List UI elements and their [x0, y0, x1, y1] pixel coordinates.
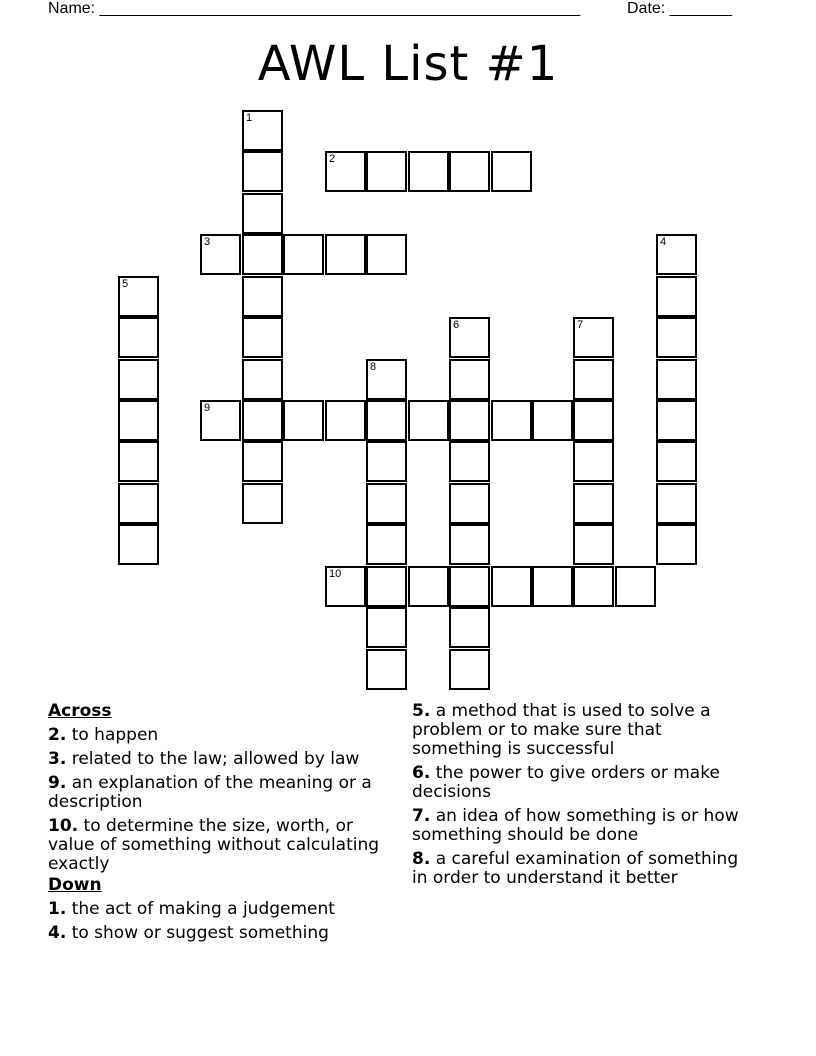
- crossword-cell[interactable]: [573, 483, 614, 524]
- crossword-cell[interactable]: [449, 566, 490, 607]
- crossword-cell[interactable]: [449, 151, 490, 192]
- crossword-cell[interactable]: [366, 524, 407, 565]
- clue-number: 9.: [48, 773, 67, 793]
- crossword-cell[interactable]: [656, 359, 697, 400]
- crossword-cell[interactable]: [118, 400, 159, 441]
- crossword-cell[interactable]: [366, 400, 407, 441]
- crossword-cell[interactable]: [242, 110, 283, 151]
- crossword-cell[interactable]: [366, 483, 407, 524]
- crossword-cell[interactable]: [366, 649, 407, 690]
- clue-number: 7.: [412, 806, 431, 826]
- crossword-cell[interactable]: [366, 607, 407, 648]
- clue-across-3: [48, 750, 400, 769]
- crossword-cell[interactable]: [118, 441, 159, 482]
- clue-text: an idea of how something is or how something should be done: [412, 806, 739, 845]
- crossword-cell[interactable]: [449, 524, 490, 565]
- crossword-cell[interactable]: [242, 276, 283, 317]
- cell-number: 2: [329, 153, 336, 165]
- crossword-cell[interactable]: [573, 441, 614, 482]
- crossword-cell[interactable]: [449, 483, 490, 524]
- crossword-cell[interactable]: [573, 524, 614, 565]
- clue-text: a careful examination of something in order to understand it better: [412, 849, 739, 888]
- crossword-cell[interactable]: [656, 524, 697, 565]
- crossword-cell[interactable]: [200, 400, 241, 441]
- crossword-cell[interactable]: [242, 193, 283, 234]
- clue-across-2: [48, 726, 400, 745]
- page-title: AWL List #1: [257, 36, 559, 92]
- clue-number: 5.: [412, 701, 431, 721]
- clue-across-9: [48, 774, 400, 812]
- clue-down-8: [412, 850, 752, 888]
- clue-number: 4.: [48, 923, 67, 943]
- crossword-cell[interactable]: [491, 400, 532, 441]
- crossword-cell[interactable]: [366, 151, 407, 192]
- crossword-cell[interactable]: [242, 317, 283, 358]
- crossword-cell[interactable]: [366, 441, 407, 482]
- crossword-cell[interactable]: [449, 607, 490, 648]
- clue-text: related to the law; allowed by law: [66, 749, 360, 769]
- clue-number: 8.: [412, 849, 431, 869]
- clues-left-column: [48, 702, 400, 948]
- clue-text: to happen: [66, 725, 159, 745]
- clue-text: the power to give orders or make decisions: [412, 763, 720, 802]
- clue-down-1: [48, 900, 400, 919]
- clue-number: 3.: [48, 749, 67, 769]
- cell-number: 10: [329, 568, 342, 580]
- crossword-cell[interactable]: [325, 566, 366, 607]
- crossword-cell[interactable]: [449, 317, 490, 358]
- crossword-cell[interactable]: [615, 566, 656, 607]
- crossword-cell[interactable]: [656, 276, 697, 317]
- cell-number: 7: [577, 319, 584, 331]
- clue-text: to show or suggest something: [66, 923, 329, 943]
- crossword-cell[interactable]: [656, 317, 697, 358]
- crossword-cell[interactable]: [118, 483, 159, 524]
- crossword-cell[interactable]: [656, 234, 697, 275]
- crossword-cell[interactable]: [118, 359, 159, 400]
- crossword-cell[interactable]: [491, 151, 532, 192]
- cell-number: 9: [204, 402, 211, 414]
- crossword-cell[interactable]: [408, 566, 449, 607]
- crossword-cell[interactable]: [532, 400, 573, 441]
- crossword-cell[interactable]: [573, 400, 614, 441]
- cell-number: 6: [453, 319, 460, 331]
- clue-text: an explanation of the meaning or a description: [48, 773, 372, 812]
- clue-down-6: [412, 764, 752, 802]
- cell-number: 5: [122, 278, 129, 290]
- crossword-cell[interactable]: [325, 234, 366, 275]
- crossword-cell[interactable]: [118, 276, 159, 317]
- crossword-cell[interactable]: [242, 483, 283, 524]
- clue-number: 6.: [412, 763, 431, 783]
- cell-number: 4: [660, 236, 667, 248]
- clue-across-10: [48, 817, 400, 874]
- crossword-cell[interactable]: [408, 400, 449, 441]
- clue-number: 1.: [48, 899, 67, 919]
- crossword-cell[interactable]: [408, 151, 449, 192]
- crossword-cell[interactable]: [242, 234, 283, 275]
- crossword-cell[interactable]: [118, 524, 159, 565]
- crossword-cell[interactable]: [242, 359, 283, 400]
- crossword-cell[interactable]: [449, 359, 490, 400]
- crossword-cell[interactable]: [656, 400, 697, 441]
- crossword-cell[interactable]: [532, 566, 573, 607]
- clue-number: 2.: [48, 725, 67, 745]
- crossword-cell[interactable]: [325, 151, 366, 192]
- crossword-cell[interactable]: [242, 400, 283, 441]
- clue-down-7: [412, 807, 752, 845]
- crossword-cell[interactable]: [242, 441, 283, 482]
- crossword-cell[interactable]: [366, 566, 407, 607]
- crossword-cell[interactable]: [573, 359, 614, 400]
- crossword-cell[interactable]: [656, 441, 697, 482]
- crossword-cell[interactable]: [491, 566, 532, 607]
- clue-down-4: [48, 924, 400, 943]
- clue-text: to determine the size, worth, or value of something without calculating exactly: [48, 816, 380, 874]
- crossword-cell[interactable]: [200, 234, 241, 275]
- crossword-cell[interactable]: [325, 400, 366, 441]
- crossword-cell[interactable]: [449, 441, 490, 482]
- crossword-cell[interactable]: [573, 566, 614, 607]
- cell-number: 8: [370, 361, 377, 373]
- crossword-cell[interactable]: [449, 649, 490, 690]
- crossword-cell[interactable]: [656, 483, 697, 524]
- down-heading: Down: [48, 875, 102, 895]
- cell-number: 1: [246, 112, 253, 124]
- clue-number: 10.: [48, 816, 79, 836]
- crossword-cell[interactable]: [366, 234, 407, 275]
- crossword-cell[interactable]: [449, 400, 490, 441]
- date-field-label[interactable]: Date: _______: [627, 0, 732, 17]
- across-heading: Across: [48, 701, 112, 721]
- clue-text: the act of making a judgement: [66, 899, 335, 919]
- crossword-cell[interactable]: [242, 151, 283, 192]
- clue-down-5: [412, 702, 752, 759]
- name-field-label[interactable]: Name: ______________________________________________________: [48, 0, 581, 17]
- crossword-cell[interactable]: [283, 234, 324, 275]
- crossword-cell[interactable]: [118, 317, 159, 358]
- cell-number: 3: [204, 236, 211, 248]
- crossword-cell[interactable]: [366, 359, 407, 400]
- clues-right-column: [412, 702, 752, 893]
- crossword-cell[interactable]: [283, 400, 324, 441]
- crossword-cell[interactable]: [573, 317, 614, 358]
- clue-text: a method that is used to solve a problem or to make sure that something is successful: [412, 701, 711, 759]
